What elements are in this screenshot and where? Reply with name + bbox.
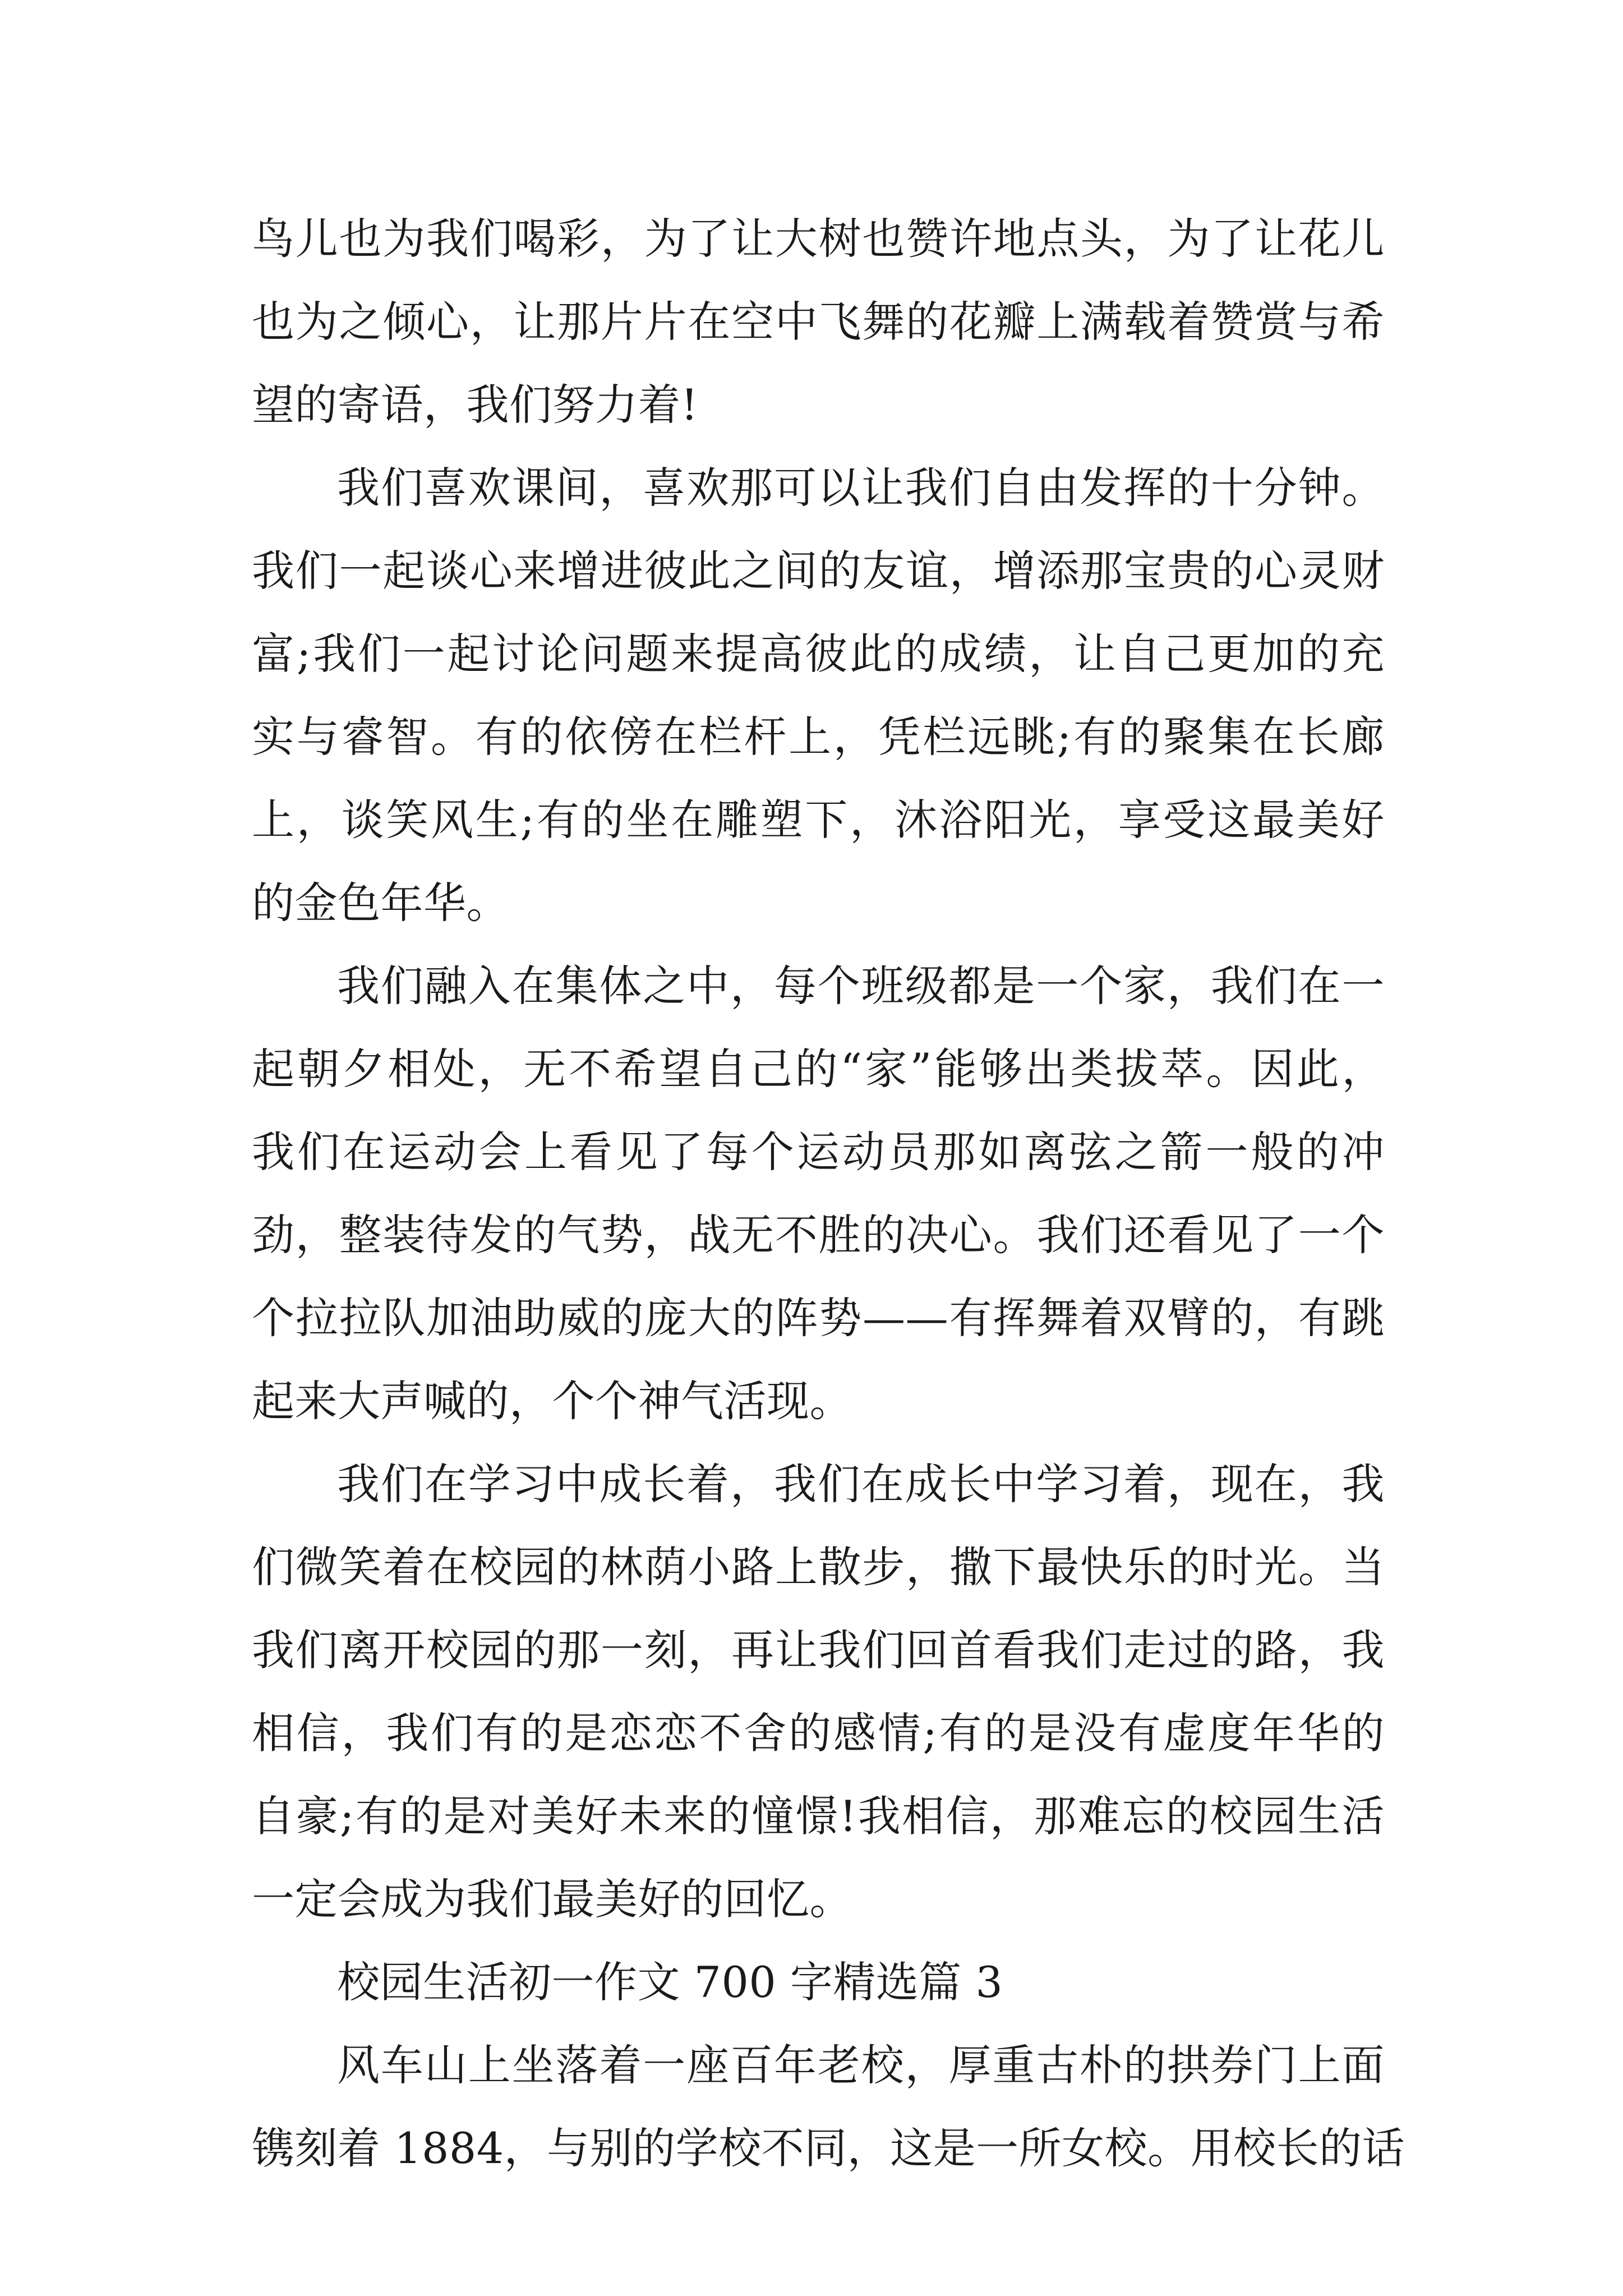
- text-line: 风车山上坐落着一座百年老校，厚重古朴的拱券门上面: [337, 2040, 1385, 2090]
- text-line: 劲，整装待发的气势，战无不胜的决心。我们还看见了一个: [252, 1210, 1385, 1260]
- document-body: [252, 197, 1405, 2190]
- text-line: 们微笑着在校园的林荫小路上散步，撒下最快乐的时光。当: [252, 1542, 1385, 1592]
- text-line: 我们一起谈心来增进彼此之间的友谊，增添那宝贵的心灵财: [252, 546, 1385, 596]
- text-line: 实与睿智。有的依傍在栏杆上，凭栏远眺;有的聚集在长廊: [252, 712, 1385, 762]
- text-line: 镌刻着 1884，与别的学校不同，这是一所女校。用校长的话: [252, 2123, 1405, 2173]
- text-line: 也为之倾心，让那片片在空中飞舞的花瓣上满载着赞赏与希: [252, 297, 1385, 347]
- text-line: 鸟儿也为我们喝彩，为了让大树也赞许地点头，为了让花儿: [252, 214, 1385, 264]
- text-line: 我们融入在集体之中，每个班级都是一个家，我们在一: [337, 961, 1385, 1011]
- text-line: 我们在运动会上看见了每个运动员那如离弦之箭一般的冲: [252, 1127, 1385, 1177]
- text-line: 个拉拉队加油助威的庞大的阵势——有挥舞着双臂的，有跳: [252, 1293, 1385, 1343]
- text-line: 望的寄语，我们努力着!: [252, 380, 699, 430]
- text-line: 我们喜欢课间，喜欢那可以让我们自由发挥的十分钟。: [337, 463, 1385, 513]
- text-line: 相信，我们有的是恋恋不舍的感情;有的是没有虚度年华的: [252, 1708, 1385, 1758]
- text-line: 富;我们一起讨论问题来提高彼此的成绩，让自己更加的充: [252, 629, 1385, 679]
- text-line: 上，谈笑风生;有的坐在雕塑下，沐浴阳光，享受这最美好: [252, 795, 1385, 845]
- text-line: 一定会成为我们最美好的回忆。: [252, 1874, 852, 1924]
- text-line: 我们离开校园的那一刻，再让我们回首看我们走过的路，我: [252, 1625, 1385, 1675]
- text-line: 我们在学习中成长着，我们在成长中学习着，现在，我: [337, 1459, 1385, 1509]
- text-line: 校园生活初一作文 700 字精选篇 3: [337, 1957, 1003, 2007]
- text-line: 的金色年华。: [252, 878, 509, 928]
- text-line: 自豪;有的是对美好未来的憧憬!我相信，那难忘的校园生活: [252, 1791, 1385, 1841]
- text-line: 起朝夕相处，无不希望自己的“家”能够出类拔萃。因此，: [252, 1044, 1385, 1094]
- text-line: 起来大声喊的，个个神气活现。: [252, 1376, 852, 1426]
